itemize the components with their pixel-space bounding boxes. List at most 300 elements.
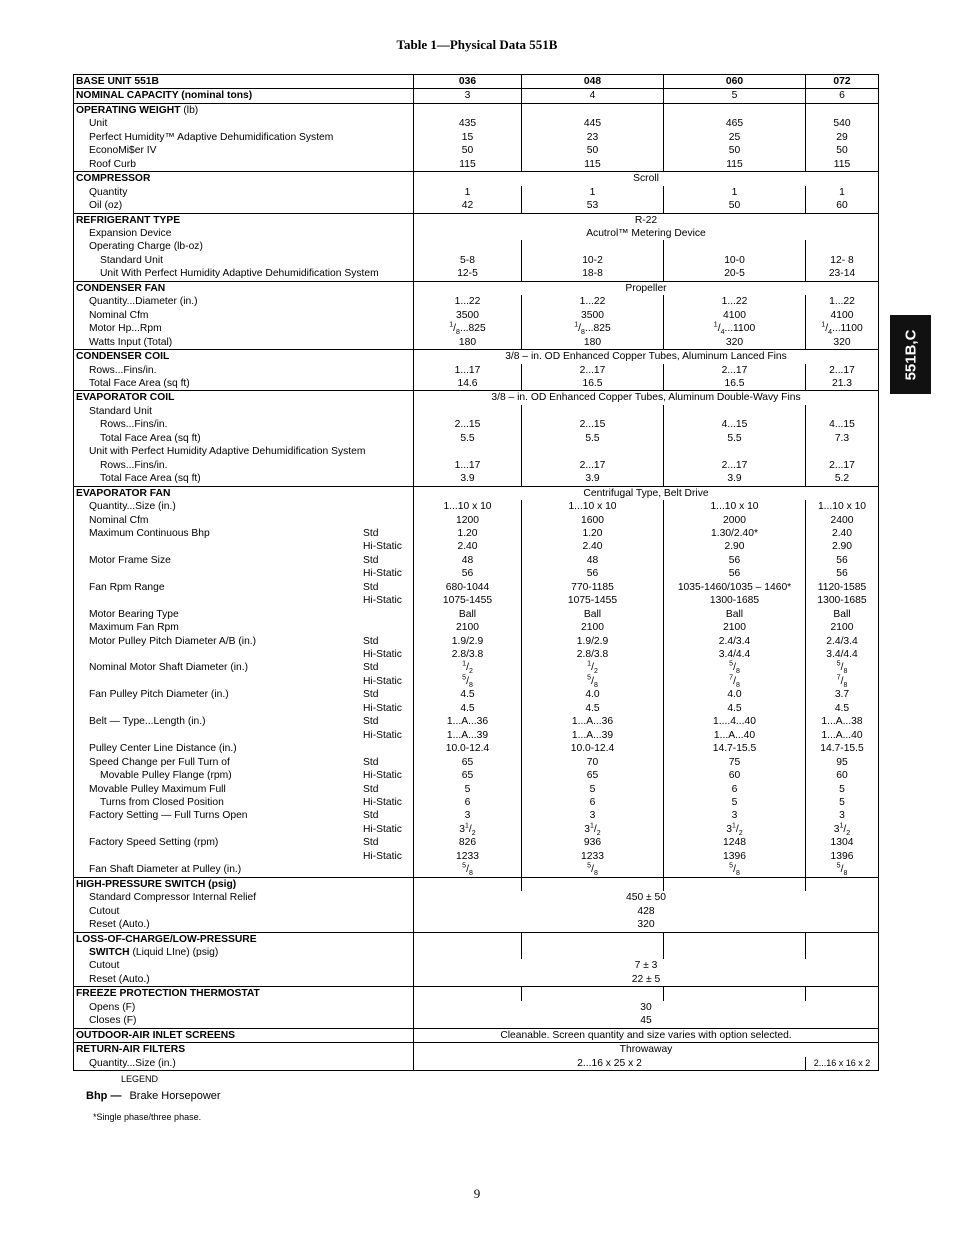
row-label xyxy=(76,769,232,782)
row-label-text: Standard Unit xyxy=(89,405,152,417)
fraction-numerator: 7 xyxy=(729,674,734,682)
row-value: 1075-1455 xyxy=(414,594,522,607)
row-value: 75 xyxy=(664,756,806,769)
row-label-text: Oil (oz) xyxy=(89,200,123,212)
row-value: 1...A...40 xyxy=(664,729,806,742)
table-row xyxy=(74,267,879,281)
row-label-text: Watts Input (Total) xyxy=(89,336,173,348)
row-value: 23-14 xyxy=(806,267,879,281)
row-label-wrap xyxy=(76,742,413,755)
fraction-denominator: 8 xyxy=(843,668,848,676)
row-label-wrap xyxy=(76,891,413,904)
row-span-value: Throwaway xyxy=(414,1043,879,1057)
row-label-cell xyxy=(74,783,414,796)
table-row xyxy=(74,946,879,959)
row-value: 6 xyxy=(664,783,806,796)
row-label-wrap xyxy=(76,594,413,607)
row-label xyxy=(76,1001,135,1014)
row-label xyxy=(76,391,174,404)
row-label xyxy=(76,1043,185,1056)
row-value: 2.90 xyxy=(664,540,806,553)
row-value-empty xyxy=(664,946,806,959)
row-label-cell xyxy=(74,405,414,418)
row-value: 7.3 xyxy=(806,432,879,445)
row-label xyxy=(76,836,218,849)
row-label-wrap xyxy=(76,199,413,212)
row-label-text: Speed Change per Full Turn of xyxy=(89,756,230,768)
row-label-cell xyxy=(74,89,414,103)
row-value: 48 xyxy=(522,554,664,567)
table-row xyxy=(74,364,879,377)
row-value: 1...22 xyxy=(806,295,879,308)
row-label-wrap xyxy=(76,445,413,458)
row-value: 42 xyxy=(414,199,522,213)
fraction-slash: / xyxy=(733,864,736,876)
row-value-empty xyxy=(664,103,806,117)
row-value xyxy=(522,863,664,877)
row-label xyxy=(76,688,229,701)
fraction-slash: / xyxy=(591,675,594,687)
fraction-denominator: 4 xyxy=(720,329,725,337)
row-label-cell xyxy=(74,823,414,836)
row-value xyxy=(414,661,522,674)
row-value: 1...22 xyxy=(522,295,664,308)
row-label-wrap xyxy=(76,863,413,876)
table-row xyxy=(74,987,879,1001)
row-label-text: Fan Shaft Diameter at Pulley (in.) xyxy=(89,864,242,876)
row-label-cell xyxy=(74,254,414,267)
table-row xyxy=(74,742,879,755)
row-label-cell xyxy=(74,742,414,755)
row-label-cell xyxy=(74,863,414,877)
row-label-wrap xyxy=(76,987,413,1000)
row-value: 1...22 xyxy=(664,295,806,308)
row-value: 5.2 xyxy=(806,472,879,486)
row-label-wrap xyxy=(76,905,413,918)
row-value-empty xyxy=(414,987,522,1001)
table-row xyxy=(74,661,879,674)
table-row xyxy=(74,1043,879,1057)
fraction-slash: / xyxy=(717,323,721,335)
row-value: 770-1185 xyxy=(522,581,664,594)
table-row xyxy=(74,809,879,822)
row-value-empty xyxy=(664,877,806,891)
fraction-slash: / xyxy=(578,323,582,335)
row-label-cell xyxy=(74,918,414,932)
row-label-text: Movable Pulley Flange (rpm) xyxy=(100,770,232,782)
table-row xyxy=(74,594,879,607)
value-rest: ...1100 xyxy=(724,323,756,335)
whole-part: 3 xyxy=(584,823,591,835)
row-span-value: Scroll xyxy=(414,172,879,186)
row-value: 1035-1460/1035 – 1460* xyxy=(664,581,806,594)
row-span-value: Centrifugal Type, Belt Drive xyxy=(414,486,879,500)
row-value: 1.30/2.40* xyxy=(664,527,806,540)
fraction-slash: / xyxy=(840,675,844,687)
row-label-text: Motor Pulley Pitch Diameter A/B (in.) xyxy=(89,635,257,647)
row-value: Ball xyxy=(664,608,806,621)
physical-data-table xyxy=(73,74,879,1071)
row-label-text: EVAPORATOR COIL xyxy=(76,392,175,404)
row-value: 10.0-12.4 xyxy=(414,742,522,755)
row-label-cell xyxy=(74,594,414,607)
row-value-empty xyxy=(806,103,879,117)
fraction-numerator: 5 xyxy=(587,862,592,870)
row-label-cell xyxy=(74,850,414,863)
row-label xyxy=(76,581,165,594)
row-label-wrap xyxy=(76,405,413,418)
row-sublabel: Hi-Static xyxy=(363,729,402,741)
row-value: 445 xyxy=(522,117,664,130)
table-row xyxy=(74,131,879,144)
table-row xyxy=(74,1028,879,1042)
row-label-cell xyxy=(74,581,414,594)
row-label-wrap xyxy=(76,783,413,796)
row-label-wrap xyxy=(76,267,413,280)
row-label-wrap xyxy=(76,377,413,390)
row-label-wrap xyxy=(76,172,413,185)
row-label xyxy=(76,418,168,431)
fraction-denominator: 2 xyxy=(471,829,476,837)
row-value: 5 xyxy=(664,796,806,809)
row-label-text: CONDENSER COIL xyxy=(76,351,170,363)
row-label xyxy=(76,186,127,199)
row-span-value: 428 xyxy=(414,905,879,918)
row-label-cell xyxy=(74,514,414,527)
row-span-value: 320 xyxy=(414,918,879,932)
row-label-text: Expansion Device xyxy=(89,227,172,239)
row-value-empty xyxy=(522,987,664,1001)
header-col-048: 048 xyxy=(522,75,664,89)
table-row xyxy=(74,1014,879,1028)
row-value: 16.5 xyxy=(664,377,806,391)
row-value: 435 xyxy=(414,117,522,130)
row-label xyxy=(76,891,256,904)
row-label-wrap xyxy=(76,702,413,715)
row-label-cell xyxy=(74,240,414,253)
footnote: *Single phase/three phase. xyxy=(93,1112,202,1122)
row-label-cell xyxy=(74,500,414,513)
value-rest: ...825 xyxy=(584,323,611,335)
row-label-text: Operating Charge (lb-oz) xyxy=(89,241,203,253)
row-label xyxy=(76,89,252,102)
row-value: 826 xyxy=(414,836,522,849)
fraction-denominator: 8 xyxy=(735,668,740,676)
row-label-cell xyxy=(74,809,414,822)
table-row xyxy=(74,1001,879,1014)
row-label xyxy=(76,987,260,1000)
row-label-wrap xyxy=(76,688,413,701)
fraction-denominator: 8 xyxy=(581,329,585,337)
row-label-wrap xyxy=(76,1001,413,1014)
row-sublabel: Std xyxy=(363,810,379,822)
table-row xyxy=(74,581,879,594)
row-value xyxy=(522,661,664,674)
row-label xyxy=(76,863,241,876)
row-label-cell xyxy=(74,1043,414,1057)
row-value: 2...17 xyxy=(806,364,879,377)
row-value: 1075-1455 xyxy=(522,594,664,607)
row-value: 2...17 xyxy=(806,459,879,472)
row-label-text: OPERATING WEIGHT xyxy=(76,104,181,116)
row-value: 180 xyxy=(414,336,522,350)
row-label xyxy=(76,405,152,418)
table-row xyxy=(74,172,879,186)
row-value: 2400 xyxy=(806,514,879,527)
row-label-cell xyxy=(74,1028,414,1042)
row-value: 6 xyxy=(522,796,664,809)
row-label-text: EconoMi$er IV xyxy=(89,145,157,157)
row-label xyxy=(76,527,210,540)
row-value: 2...15 xyxy=(522,418,664,431)
fraction-slash: / xyxy=(825,323,829,335)
row-label-text: Nominal Cfm xyxy=(89,309,149,321)
row-sublabel: Std xyxy=(363,635,379,647)
row-label-text: OUTDOOR-AIR INLET SCREENS xyxy=(76,1029,236,1041)
row-label-text: Motor Bearing Type xyxy=(89,608,179,620)
row-sublabel: Hi-Static xyxy=(363,675,402,687)
row-value-empty xyxy=(664,932,806,946)
row-value: 1600 xyxy=(522,514,664,527)
row-span-value: R-22 xyxy=(414,213,879,227)
row-label-wrap xyxy=(76,472,413,485)
row-value: 4.5 xyxy=(414,702,522,715)
legend-item xyxy=(86,1090,221,1102)
row-value xyxy=(806,661,879,674)
fraction-numerator: 5 xyxy=(729,862,734,870)
table-row xyxy=(74,418,879,431)
row-value: 56 xyxy=(414,567,522,580)
row-label-wrap xyxy=(76,227,413,240)
row-value xyxy=(664,863,806,877)
fraction-denominator: 8 xyxy=(735,870,740,878)
row-value: 14.7-15.5 xyxy=(806,742,879,755)
fraction-denominator: 8 xyxy=(843,870,848,878)
fraction-denominator: 8 xyxy=(456,329,460,337)
row-value: 1.20 xyxy=(414,527,522,540)
row-label-wrap xyxy=(76,144,413,157)
row-label-text: LOSS-OF-CHARGE/LOW-PRESSURE xyxy=(76,933,257,945)
row-label xyxy=(76,946,218,959)
row-label-wrap xyxy=(76,540,413,553)
row-span-value: Cleanable. Screen quantity and size varies with option selected. xyxy=(414,1028,879,1042)
row-label-wrap xyxy=(76,117,413,130)
table-row xyxy=(74,715,879,728)
row-label-cell xyxy=(74,729,414,742)
row-value-empty xyxy=(522,405,664,418)
row-value xyxy=(414,823,522,836)
row-value xyxy=(414,863,522,877)
table-row xyxy=(74,823,879,836)
row-label-wrap xyxy=(76,823,413,836)
table-row xyxy=(74,158,879,172)
row-value: 2...15 xyxy=(414,418,522,431)
row-label-cell xyxy=(74,459,414,472)
row-value-empty xyxy=(522,445,664,458)
row-value: 320 xyxy=(806,336,879,350)
legend-meaning: Brake Horsepower xyxy=(129,1090,221,1102)
row-label-cell xyxy=(74,295,414,308)
row-value: 3500 xyxy=(522,309,664,322)
table-row xyxy=(74,850,879,863)
row-label-cell xyxy=(74,103,414,117)
side-tab-label: 551B,C xyxy=(902,329,919,380)
row-label-wrap xyxy=(76,554,413,567)
row-span-value: 450 ± 50 xyxy=(414,891,879,904)
row-value: 6 xyxy=(414,796,522,809)
fraction-slash: / xyxy=(591,864,594,876)
row-label xyxy=(76,756,230,769)
row-value: 1...A...39 xyxy=(414,729,522,742)
row-value: 680-1044 xyxy=(414,581,522,594)
row-value: 3 xyxy=(806,809,879,822)
row-value-empty xyxy=(414,103,522,117)
row-value: 16.5 xyxy=(522,377,664,391)
row-label-wrap xyxy=(76,635,413,648)
row-label-cell xyxy=(74,1001,414,1014)
row-label xyxy=(76,199,122,212)
row-label-wrap xyxy=(76,850,413,863)
row-value: 10-0 xyxy=(664,254,806,267)
table-row xyxy=(74,199,879,213)
row-sublabel: Std xyxy=(363,716,379,728)
row-label-wrap xyxy=(76,1043,413,1056)
row-value xyxy=(522,823,664,836)
row-label-cell xyxy=(74,675,414,688)
row-label-wrap xyxy=(76,432,413,445)
fraction-denominator: 8 xyxy=(468,870,473,878)
row-value: 5.5 xyxy=(414,432,522,445)
row-label-cell xyxy=(74,836,414,849)
row-label-cell xyxy=(74,567,414,580)
row-label-cell xyxy=(74,281,414,295)
row-label-text: Maximum Continuous Bhp xyxy=(89,527,210,539)
row-span-value: 3/8 – in. OD Enhanced Copper Tubes, Aluminum Double-Wavy Fins xyxy=(414,391,879,405)
table-row xyxy=(74,554,879,567)
fraction-numerator: 7 xyxy=(836,674,841,682)
row-value: 1...A...36 xyxy=(522,715,664,728)
row-value: 1...A...38 xyxy=(806,715,879,728)
row-label-text: Total Face Area (sq ft) xyxy=(100,432,201,444)
row-label xyxy=(76,158,136,171)
row-label-cell xyxy=(74,227,414,240)
table-row xyxy=(74,1057,879,1071)
row-label-wrap xyxy=(76,131,413,144)
table-row xyxy=(74,756,879,769)
row-label-text: HIGH-PRESSURE SWITCH (psig) xyxy=(76,878,237,890)
row-value: 4 xyxy=(522,89,664,103)
fraction-numerator: 5 xyxy=(462,862,467,870)
row-label-cell xyxy=(74,1014,414,1028)
row-value: 1.20 xyxy=(522,527,664,540)
row-label xyxy=(76,117,107,130)
fraction-slash: / xyxy=(453,323,457,335)
table-row xyxy=(74,918,879,932)
row-value: 1....4...40 xyxy=(664,715,806,728)
table-row xyxy=(74,527,879,540)
table-row xyxy=(74,240,879,253)
row-label-cell xyxy=(74,877,414,891)
row-value: 115 xyxy=(522,158,664,172)
fraction-slash: / xyxy=(840,864,844,876)
row-label-text: Standard Unit xyxy=(100,254,163,266)
page-number: 9 xyxy=(473,1186,481,1201)
table-row xyxy=(74,432,879,445)
row-value xyxy=(664,823,806,836)
row-value: 23 xyxy=(522,131,664,144)
row-label-text: Quantity...Diameter (in.) xyxy=(89,296,198,308)
row-value: 3.9 xyxy=(664,472,806,486)
row-value-empty xyxy=(806,932,879,946)
row-label xyxy=(76,131,333,144)
row-label xyxy=(76,445,365,458)
row-value: 540 xyxy=(806,117,879,130)
row-label-text: Reset (Auto.) xyxy=(89,973,150,985)
row-label xyxy=(76,1029,235,1042)
row-label xyxy=(76,783,226,796)
row-value-empty xyxy=(806,946,879,959)
row-label-text: Quantity xyxy=(89,186,128,198)
row-label xyxy=(76,432,201,445)
row-label-cell xyxy=(74,391,414,405)
row-value: 1...A...36 xyxy=(414,715,522,728)
row-label xyxy=(76,472,201,485)
row-label xyxy=(76,227,171,240)
row-label xyxy=(76,295,198,308)
row-value: 1396 xyxy=(806,850,879,863)
fraction-numerator: 1 xyxy=(821,321,826,329)
header-label: BASE UNIT 551B xyxy=(74,75,414,89)
row-value: 50 xyxy=(664,199,806,213)
row-value: 1300-1685 xyxy=(806,594,879,607)
row-label-wrap xyxy=(76,214,413,227)
row-value: 2.8/3.8 xyxy=(522,648,664,661)
row-label-text: Opens (F) xyxy=(89,1001,136,1013)
row-label-text: Factory Setting — Full Turns Open xyxy=(89,810,248,822)
row-label-text: Rows...Fins/in. xyxy=(100,459,168,471)
row-value: 1233 xyxy=(522,850,664,863)
row-value: 6 xyxy=(806,89,879,103)
row-label-cell xyxy=(74,688,414,701)
row-value: 2100 xyxy=(806,621,879,634)
fraction-slash: / xyxy=(840,662,844,674)
fraction-slash: / xyxy=(733,662,736,674)
row-label xyxy=(76,214,180,227)
fraction-numerator: 1 xyxy=(462,661,467,669)
fraction-numerator: 5 xyxy=(836,862,841,870)
row-label xyxy=(76,267,379,280)
row-label-text: Movable Pulley Maximum Full xyxy=(89,783,226,795)
fraction-numerator: 1 xyxy=(713,321,718,329)
row-label-cell xyxy=(74,199,414,213)
row-label-text: Total Face Area (sq ft) xyxy=(100,473,201,485)
row-span-value: 22 ± 5 xyxy=(414,973,879,987)
table-row xyxy=(74,500,879,513)
table-row xyxy=(74,103,879,117)
row-label-wrap xyxy=(76,769,413,782)
row-label-cell xyxy=(74,527,414,540)
row-value: 56 xyxy=(806,554,879,567)
row-label-text: Unit with Perfect Humidity Adaptive Dehumidification System xyxy=(89,446,366,458)
table-row xyxy=(74,769,879,782)
table-row xyxy=(74,227,879,240)
table-row xyxy=(74,295,879,308)
side-tab xyxy=(890,315,931,394)
row-label-cell xyxy=(74,377,414,391)
fraction-denominator: 2 xyxy=(593,668,598,676)
row-value: 2.40 xyxy=(414,540,522,553)
row-label-wrap xyxy=(76,796,413,809)
